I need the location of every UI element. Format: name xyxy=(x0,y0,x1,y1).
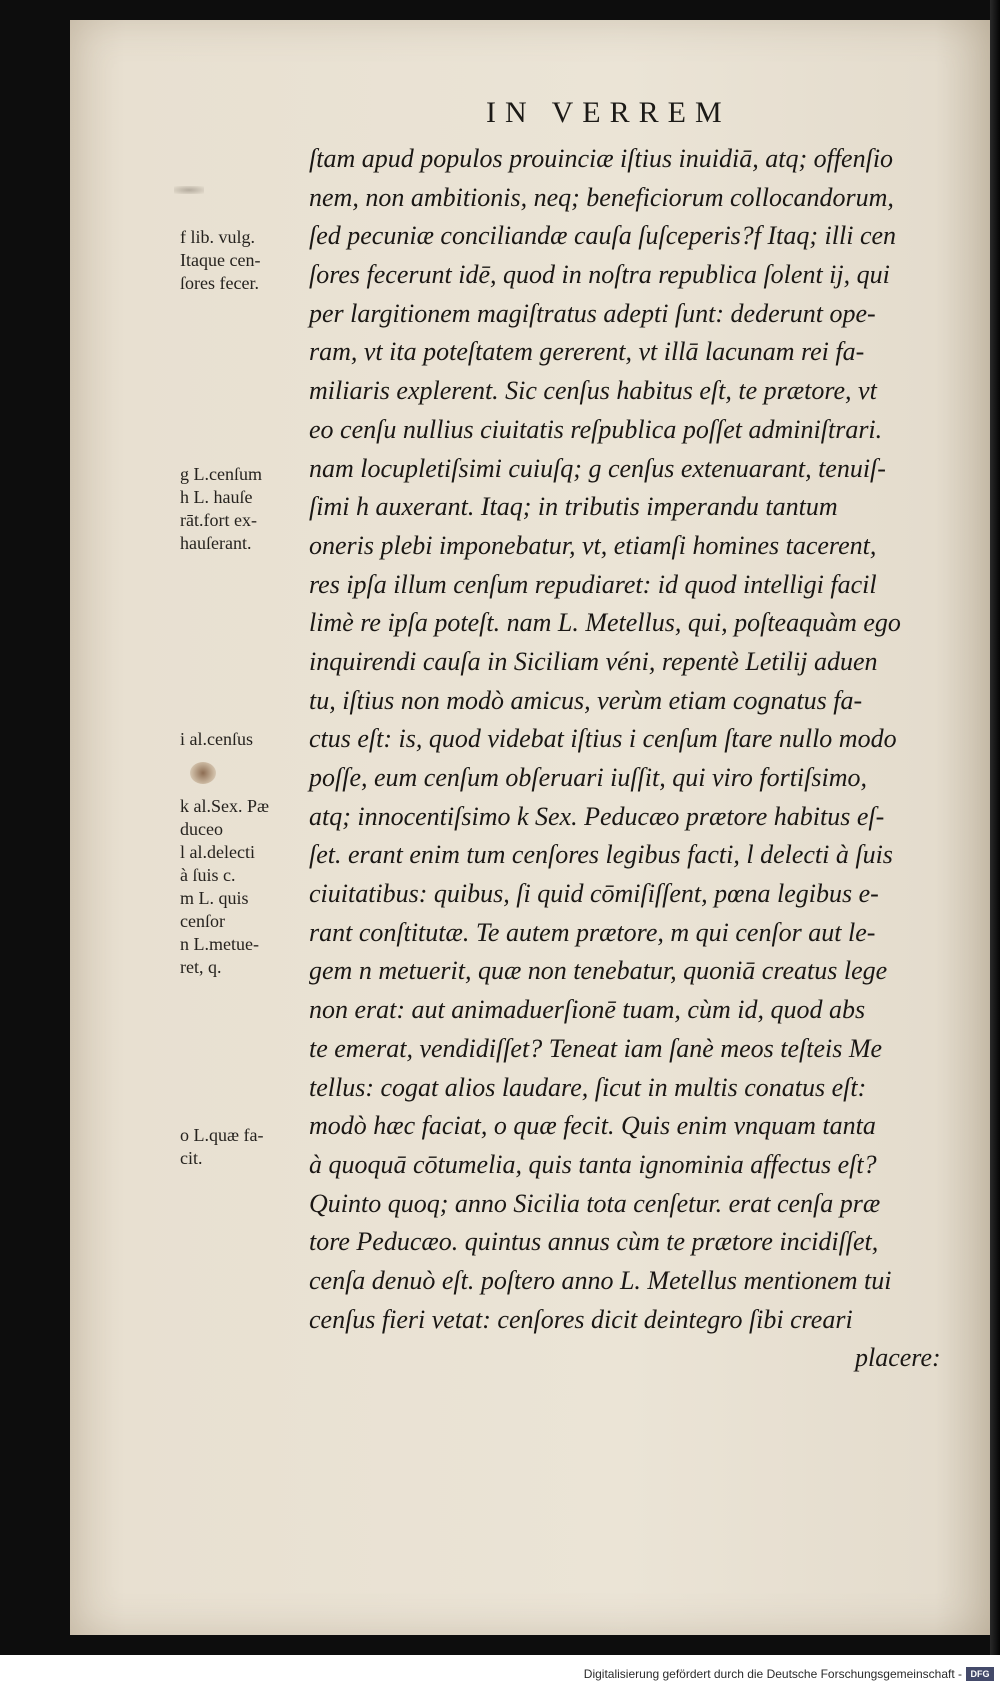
margin-note-i xyxy=(180,728,308,751)
text-line: te emerat, vendidiſſet? Teneat iam ſanè meos teſteis Me xyxy=(309,1033,883,1063)
scan-edge xyxy=(990,0,1000,1655)
text-line: atq; innocentiſsimo k Sex. Peducæo prætore habitus eſ- xyxy=(309,801,885,831)
text-line: miliaris explerent. Sic cenſus habitus eſt, te prætore, vt xyxy=(309,376,877,406)
margin-note-line: cenſor xyxy=(180,911,225,931)
margin-note-line: i al.cenſus xyxy=(180,729,253,749)
text-line: tellus: cogat alios laudare, ſicut in multis conatus eſt: xyxy=(309,1072,867,1102)
margin-note-line: l al.delecti xyxy=(180,842,255,862)
text-line: inquirendi cauſa in Siciliam véni, repentè Letilij aduen xyxy=(309,646,878,676)
text-line: ſet. erant enim tum cenſores legibus facti, l delecti à ſuis xyxy=(309,840,893,870)
margin-note-line: duceo xyxy=(180,819,223,839)
margin-note-line: cit. xyxy=(180,1148,203,1168)
margin-note-line: n L.metue- xyxy=(180,934,259,954)
text-line: ſed pecuniæ conciliandæ cauſa ſuſceperis?f Itaq; illi cen xyxy=(309,221,897,251)
funding-credit: Digitalisierung gefördert durch die Deutsche Forschungsgemeinschaft - xyxy=(583,1667,962,1681)
margin-note-line: ſores fecer. xyxy=(180,273,259,293)
text-line: ram, vt ita poteſtatem gererent, vt illā lacunam rei fa- xyxy=(309,337,865,367)
text-line: res ipſa illum cenſum repudiaret: id quod intelligi facil xyxy=(309,569,877,599)
text-line: ſores fecerunt idē, quod in noſtra republica ſolent ij, qui xyxy=(309,260,890,290)
text-line: oneris plebi imponebatur, vt, etiamſi homines tacerent, xyxy=(309,530,877,560)
text-line: tore Peducæo. quintus annus cùm te prætore incidiſſet, xyxy=(309,1227,879,1257)
text-line: ſimi h auxerant. Itaq; in tributis imperandu tantum xyxy=(309,492,838,522)
text-line: ctus eſt: is, quod videbat iſtius i cenſum ſtare nullo modo xyxy=(309,724,897,754)
text-line: modò hæc faciat, o quæ fecit. Quis enim vnquam tanta xyxy=(309,1111,876,1141)
text-line: nem, non ambitionis, neq; beneficiorum collocandorum, xyxy=(309,182,894,212)
margin-note-line: o L.quæ fa- xyxy=(180,1125,264,1145)
margin-note-line: k al.Sex. Pæ xyxy=(180,796,270,816)
margin-note-line: g L.cenſum xyxy=(180,464,262,484)
text-line: ſtam apud populos prouinciæ iſtius inuidiā, atq; offenſio xyxy=(309,144,894,173)
text-line: per largitionem magiſtratus adepti ſunt: dederunt ope- xyxy=(309,298,876,328)
running-head: IN VERREM xyxy=(486,96,731,129)
margin-note-line: rāt.fort ex- xyxy=(180,510,257,530)
margin-note-line: Itaque cen- xyxy=(180,250,261,270)
margin-note-o xyxy=(180,1124,308,1170)
margin-note-line: m L. quis xyxy=(180,888,249,908)
text-line: non erat: aut animaduerſionē tuam, cùm id, quod abs xyxy=(309,995,866,1025)
ink-blot xyxy=(190,762,216,784)
margin-note-line: f lib. vulg. xyxy=(180,227,255,247)
text-line: eo cenſu nullius ciuitatis reſpublica poſſet adminiſtrari. xyxy=(309,414,883,444)
margin-note-f xyxy=(180,226,308,295)
dfg-logo: DFG xyxy=(966,1667,994,1681)
text-line: à quoquā cōtumelia, quis tanta ignominia affectus eſt? xyxy=(309,1149,877,1179)
text-line: limè re ipſa poteſt. nam L. Metellus, qui, poſteaquàm ego xyxy=(309,608,901,638)
margin-note-line: ret, q. xyxy=(180,957,222,977)
text-line: cenſa denuò eſt. poſtero anno L. Metellus mentionem tui xyxy=(309,1265,892,1295)
margin-note-line: h L. hauſe xyxy=(180,487,253,507)
text-line: Quinto quoq; anno Sicilia tota cenſetur. erat cenſa præ xyxy=(309,1188,881,1218)
main-text-block xyxy=(309,140,969,1378)
text-line: nam locupletiſsimi cuiuſq; g cenſus extenuarant, tenuiſ- xyxy=(309,453,886,483)
margin-note-line: à ſuis c. xyxy=(180,865,236,885)
text-line: tu, iſtius non modò amicus, verùm etiam cognatus fa- xyxy=(309,685,863,715)
text-line: rant conſtitutæ. Te autem prætore, m qui cenſor aut le- xyxy=(309,917,876,947)
catchword: placere: xyxy=(855,1343,941,1373)
text-line: poſſe, eum cenſum obſeruari iuſſit, qui viro fortiſsimo, xyxy=(309,763,867,792)
margin-note-g-h xyxy=(180,463,308,555)
page-speck xyxy=(174,186,204,194)
text-line: ciuitatibus: quibus, ſi quid cōmiſiſſent, pœna legibus e- xyxy=(309,879,879,909)
margin-note-k-n xyxy=(180,795,308,979)
margin-note-line: hauſerant. xyxy=(180,533,252,553)
text-line: cenſus fieri vetat: cenſores dicit deintegro ſibi creari xyxy=(309,1304,853,1334)
text-line: gem n metuerit, quæ non tenebatur, quoniā creatus lege xyxy=(309,956,888,986)
